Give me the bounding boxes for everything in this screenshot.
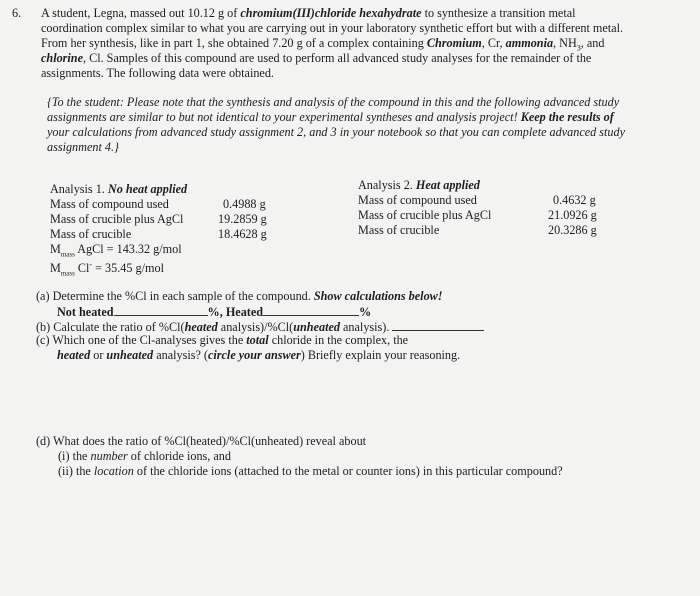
part-c-question: (c) Which one of the Cl-analyses gives the total chloride in the complex, the bbox=[36, 333, 409, 347]
part-c-question-line-2: heated or unheated analysis? (circle your answer) Briefly explain your reasoning. bbox=[57, 348, 461, 362]
molar-mass-cl: $M_{mass}$ Cl- = 35.45 g/mol bbox=[50, 260, 164, 278]
analysis1-title: Analysis 1. No heat applied bbox=[50, 182, 188, 196]
analysis2-title: Analysis 2. Heat applied bbox=[358, 178, 480, 192]
analysis2-label-0: Mass of compound used bbox=[358, 193, 477, 207]
question-number: 6. bbox=[12, 6, 22, 20]
analysis1-label-0: Mass of compound used bbox=[50, 197, 169, 211]
note-line-1: {To the student: Please note that the synthesis and analysis of the compound in this and the following advanced study bbox=[47, 95, 620, 109]
intro-line-1: A student, Legna, massed out 10.12 g of chromium(III)chloride hexahydrate to synthesize a transition metal bbox=[41, 6, 576, 20]
intro-line-4: chlorine, Cl. Samples of this compound are used to perform all advanced study analyses for the remainder of the bbox=[41, 51, 592, 65]
part-a-answer-line: Not heated %, Heated % bbox=[57, 305, 372, 319]
intro-line-2: coordination complex similar to what you are carrying out in your laboratory synthetic effort but with a different metal. bbox=[41, 21, 624, 35]
note-line-3: your calculations from advanced study assignment 2, and 3 in your notebook so that you can complete advanced study bbox=[47, 125, 626, 139]
part-d-item-ii: (ii) the location of the chloride ions (attached to the metal or counter ions) in this particular compound? bbox=[58, 464, 563, 478]
analysis2-value-1: 21.0926 g bbox=[548, 208, 597, 222]
intro-line-3: From her synthesis, like in part 1, she obtained 7.20 g of a complex containing Chromium, Cr, ammonia, $NH_3$, and bbox=[41, 36, 605, 53]
note-line-2: assignments are similar to but not identical to your experimental syntheses and analysis project! Keep the results of bbox=[47, 110, 614, 124]
analysis2-label-2: Mass of crucible bbox=[358, 223, 440, 237]
analysis1-value-1: 19.2859 g bbox=[218, 212, 267, 226]
analysis1-value-0: 0.4988 g bbox=[223, 197, 266, 211]
note-line-4: assignment 4.} bbox=[47, 140, 119, 154]
ratio-blank[interactable] bbox=[392, 319, 484, 331]
analysis1-label-2: Mass of crucible bbox=[50, 227, 132, 241]
intro-line-5: assignments. The following data were obtained. bbox=[41, 66, 274, 80]
analysis2-value-2: 20.3286 g bbox=[548, 223, 597, 237]
analysis1-label-1: Mass of crucible plus AgCl bbox=[50, 212, 184, 226]
heated-blank[interactable] bbox=[263, 304, 359, 316]
part-d-item-i: (i) the number of chloride ions, and bbox=[58, 449, 231, 463]
part-b-question: (b) Calculate the ratio of %Cl(heated analysis)/%Cl(unheated analysis). bbox=[36, 319, 484, 335]
part-d-question: (d) What does the ratio of %Cl(heated)/%Cl(unheated) reveal about bbox=[36, 434, 367, 448]
not-heated-blank[interactable] bbox=[114, 304, 208, 316]
analysis1-value-2: 18.4628 g bbox=[218, 227, 267, 241]
analysis2-label-1: Mass of crucible plus AgCl bbox=[358, 208, 492, 222]
part-a-question: (a) Determine the %Cl in each sample of the compound. Show calculations below! bbox=[36, 289, 443, 303]
molar-mass-agcl: $M_{mass}$ AgCl = 143.32 g/mol bbox=[50, 242, 182, 259]
analysis2-value-0: 0.4632 g bbox=[553, 193, 596, 207]
